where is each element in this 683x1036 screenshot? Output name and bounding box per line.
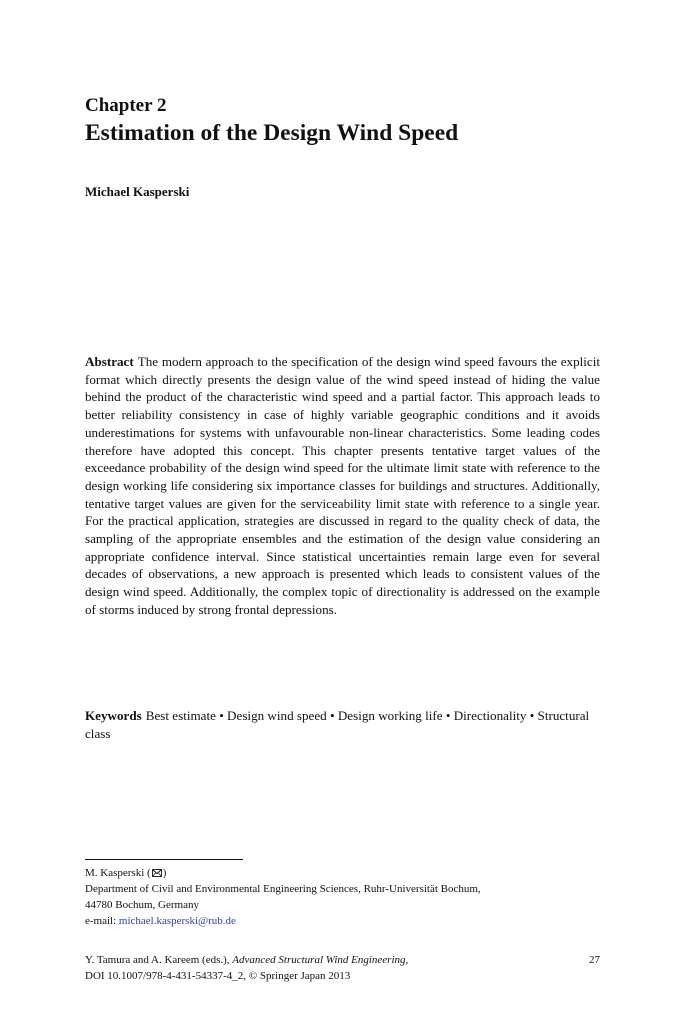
chapter-title: Estimation of the Design Wind Speed: [85, 120, 459, 146]
footer-book-title: Advanced Structural Wind Engineering: [232, 954, 406, 966]
keywords: [85, 707, 600, 742]
abstract-label: Abstract: [85, 354, 134, 369]
footer-citation-line: [85, 952, 600, 968]
footer-doi-line: DOI 10.1007/978-4-431-54337-4_2, © Springer Japan 2013: [85, 970, 351, 982]
page-footer: [85, 952, 600, 984]
email-link[interactable]: michael.kasperski@rub.de: [118, 915, 236, 927]
page-number: 27: [589, 954, 600, 966]
footer-editors: Y. Tamura and A. Kareem (eds.),: [85, 954, 233, 966]
footnote-address: 44780 Bochum, Germany: [85, 899, 199, 911]
abstract-text: The modern approach to the specification of the design wind speed favours the explicit format which directly presents the design value of the wind speed instead of hiding the value behind the product of the characteristic wind speed and a partial factor. This approach leads to better reliability consistency in case of highly variable geographic conditions and it avoids underestimations for systems with unfavourable non-linear characteristics. Some leading codes therefore have adopted this concept. This chapter presents tentative target values of the exceedance probability of the design wind speed for the ultimate limit state with reference to the design working life considering six importance classes for buildings and structures. Additionally, tentative target values are given for the serviceability limit state with reference to a single year. For the practical application, strategies are discussed in regard to the quality check of data, the sampling of the appropriate ensembles and the estimation of the design value considering an appropriate confidence interval. Since statistical uncertainties remain large even for several decades of observations, a new approach is presented which leads to consistent values of the design wind speed. Additionally, the complex topic of directionality is addressed on the example of storms induced by strong frontal depressions.: [85, 354, 600, 617]
footnote-affiliation: Department of Civil and Environmental Engineering Sciences, Ruhr-Universität Bochum,: [85, 883, 481, 895]
footnote-email-line: [85, 913, 605, 929]
abstract: [85, 353, 600, 619]
footnote-author-name: M. Kasperski (: [85, 867, 151, 879]
author-name: Michael Kasperski: [85, 184, 190, 199]
keywords-label: Keywords: [85, 708, 142, 723]
footer-comma: ,: [405, 954, 409, 966]
footnote-email-label: e-mail:: [85, 915, 119, 927]
chapter-label: Chapter 2: [85, 95, 167, 116]
footnote-author-close: ): [162, 867, 167, 879]
footnote-author-line: [85, 865, 605, 881]
envelope-icon: [152, 869, 162, 877]
keywords-text: Best estimate • Design wind speed • Design working life • Directionality • Structural class: [85, 708, 590, 741]
footnote-divider: [85, 859, 243, 860]
author-footnote: [85, 865, 605, 929]
